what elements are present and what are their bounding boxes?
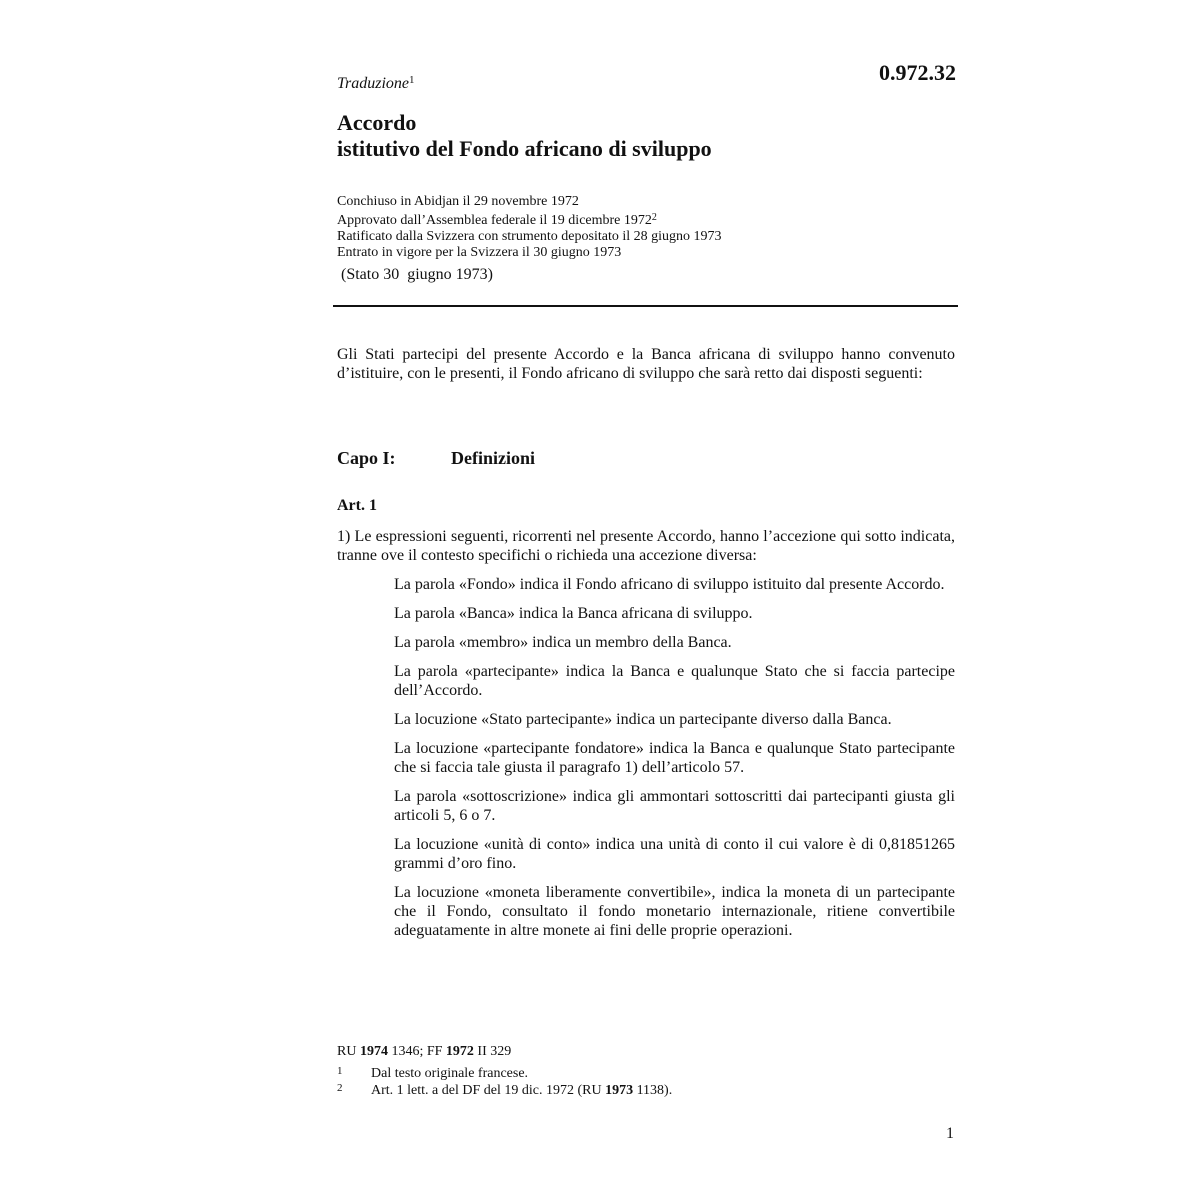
- preamble-paragraph: Gli Stati partecipi del presente Accordo e la Banca africana di sviluppo hanno convenuto d’istituire, con le presenti, il Fondo africano di sviluppo che sarà retto dai disposti seguenti:: [337, 346, 955, 382]
- document-title: [337, 110, 712, 162]
- concluded-line: Conchiuso in Abidjan il 29 novembre 1972: [337, 194, 579, 209]
- document-number: 0.972.32: [879, 60, 956, 85]
- ref-ru-label: RU: [337, 1044, 357, 1059]
- ref-ru-rest: 1346; FF: [391, 1044, 443, 1059]
- in-force-line: Entrato in vigore per la Svizzera il 30 giugno 1973: [337, 245, 622, 260]
- definition-item: La locuzione «Stato partecipante» indica un partecipante diverso dalla Banca.: [394, 711, 892, 728]
- status-date: (Stato 30 giugno 1973): [341, 266, 493, 283]
- horizontal-rule: [333, 305, 958, 307]
- definition-item: La locuzione «moneta liberamente convertibile», indica la moneta di un partecipante che il Fondo, consultato il fondo monetario internazionale, ritiene convertibile adeguatamente in altre monete ai fini delle proprie operazioni.: [394, 884, 955, 939]
- footnote-1-number: 1: [337, 1065, 343, 1077]
- definition-item: La parola «Banca» indica la Banca africana di sviluppo.: [394, 605, 753, 622]
- footnote-2-text-b: 1138).: [636, 1083, 673, 1098]
- approved-text: Approvato dall’Assemblea federale il 19 dicembre 1972: [337, 213, 652, 228]
- footnote-2-number: 2: [337, 1082, 343, 1094]
- chapter-title: Definizioni: [451, 448, 535, 468]
- chapter-number: Capo I:: [337, 448, 396, 468]
- definition-item: La locuzione «unità di conto» indica una unità di conto il cui valore è di 0,81851265 grammi d’oro fino.: [394, 836, 955, 872]
- ref-ru-year: 1974: [359, 1044, 388, 1059]
- translation-text: Traduzione: [337, 75, 410, 92]
- approved-line: [337, 210, 722, 229]
- publication-reference: [337, 1044, 511, 1060]
- chapter-heading: [337, 448, 535, 469]
- article-paragraph: 1) Le espressioni seguenti, ricorrenti nel presente Accordo, hanno l’accezione qui sotto indicata, tranne ove il contesto specifichi o richieda una accezione diversa:: [337, 528, 955, 564]
- article-heading: Art. 1: [337, 497, 377, 514]
- document-metadata: [337, 194, 722, 261]
- title-line-2: istitutivo del Fondo africano di sviluppo: [337, 136, 712, 161]
- footnote-2-text-a: Art. 1 lett. a del DF del 19 dic. 1972 (RU: [371, 1083, 602, 1098]
- ratified-line: Ratificato dalla Svizzera con strumento depositato il 28 giugno 1973: [337, 229, 722, 244]
- ref-ff-year: 1972: [445, 1044, 474, 1059]
- page-number: 1: [946, 1125, 954, 1142]
- definition-item: La parola «membro» indica un membro della Banca.: [394, 634, 732, 651]
- definition-item: La locuzione «partecipante fondatore» indica la Banca e qualunque Stato partecipante che si faccia tale giusta il paragrafo 1) dell’articolo 57.: [394, 740, 955, 776]
- definition-item: La parola «Fondo» indica il Fondo africano di sviluppo istituito dal presente Accordo.: [394, 576, 945, 593]
- translation-label: [337, 74, 415, 93]
- footnote-ref-2[interactable]: 2: [651, 212, 657, 223]
- footnote-1-text: Dal testo originale francese.: [371, 1066, 529, 1081]
- footnote-2: [337, 1080, 672, 1099]
- footnote-ref-1[interactable]: 1: [409, 74, 415, 86]
- definitions-list: [394, 575, 955, 950]
- definition-item: La parola «partecipante» indica la Banca e qualunque Stato che si faccia partecipe dell’Accordo.: [394, 663, 955, 699]
- ref-ff-rest: II 329: [477, 1044, 512, 1059]
- footnote-2-year: 1973: [605, 1083, 634, 1098]
- definition-item: La parola «sottoscrizione» indica gli ammontari sottoscritti dai partecipanti giusta gli articoli 5, 6 o 7.: [394, 788, 955, 824]
- title-line-1: Accordo: [337, 110, 417, 135]
